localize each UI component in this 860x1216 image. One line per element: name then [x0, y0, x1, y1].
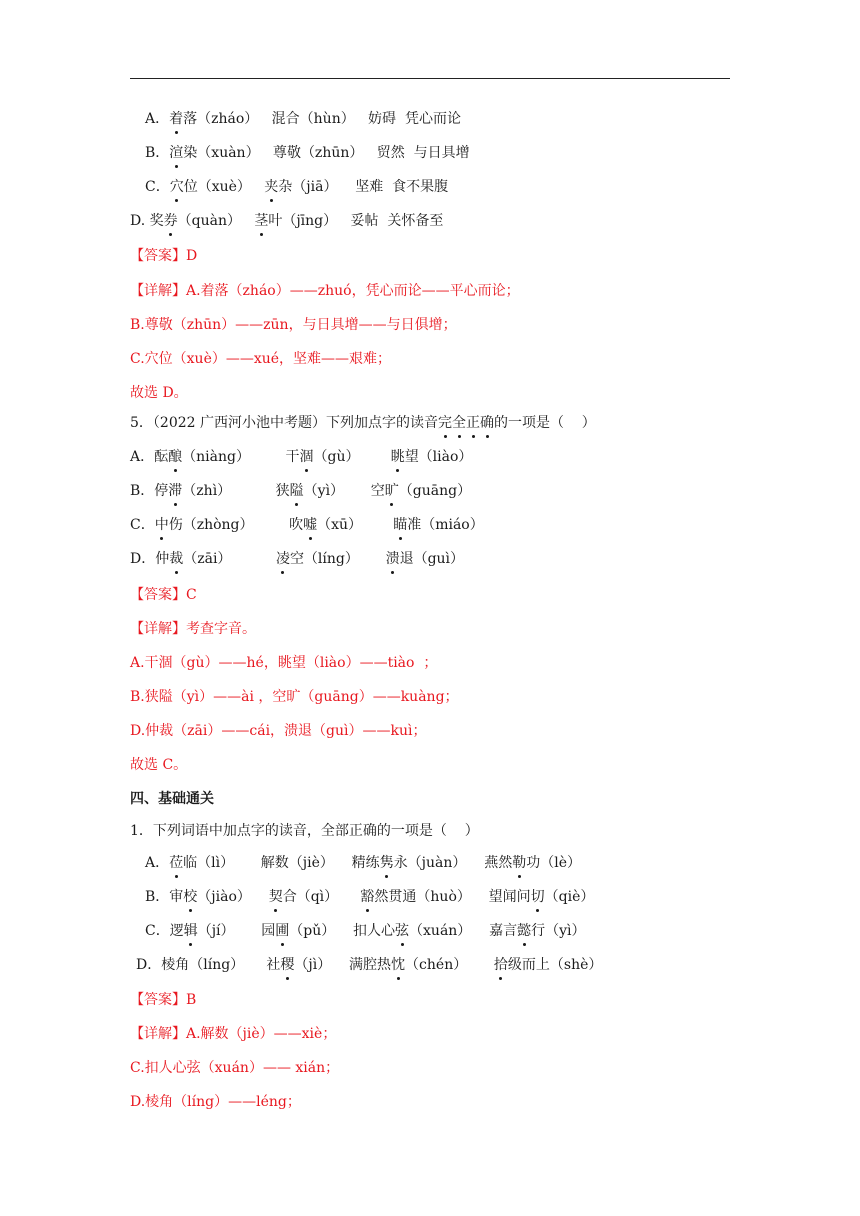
option-line	[130, 448, 472, 466]
emphasis-char: 隽	[379, 855, 394, 871]
option-line	[145, 178, 448, 196]
option-line	[145, 854, 581, 872]
text-segment: 空（líng）	[289, 551, 386, 567]
text-segment: 敬	[286, 145, 301, 161]
option-line	[130, 482, 471, 500]
text-segment: 混合（hùn） 妨碍 凭心而论	[271, 111, 461, 127]
option-line	[130, 516, 484, 534]
text-segment: 行（yì）	[531, 923, 586, 939]
emphasis-char: 酿	[168, 449, 183, 465]
text-segment: A．	[145, 855, 170, 871]
emphasis-char: 拾	[493, 957, 508, 973]
emphasis-char: 凌	[275, 551, 290, 567]
emphasis-char: 稷	[280, 957, 295, 973]
emphasis-char: 茎	[254, 213, 269, 229]
detail-line: B.狭隘（yì）——ài ，空旷（guāng）——kuàng；	[130, 689, 459, 705]
text-segment: （zāi）	[183, 551, 276, 567]
text-segment: 临（lì） 解	[183, 855, 275, 871]
text-segment: 准（miáo）	[407, 517, 484, 533]
text-segment: （guāng）	[398, 483, 472, 499]
emphasis-char: 校	[183, 889, 198, 905]
section-heading: 四、基础通关	[130, 791, 214, 807]
text-segment: （jì） 满腔热	[294, 957, 392, 973]
text-segment: （zhì） 狭	[182, 483, 290, 499]
emphasis-char: 瞄	[393, 517, 408, 533]
emphasis-char: 勒	[512, 855, 527, 871]
text-segment: 合（qì）	[282, 889, 361, 905]
text-segment: 然贯通（huò） 望闻问	[374, 889, 531, 905]
detail-line: 故选 D。	[130, 385, 188, 401]
option-line	[130, 212, 443, 230]
emphasis-char: 辑	[183, 923, 198, 939]
text-segment: 落（zháo）	[183, 111, 272, 127]
text-segment: 杂（jiā） 坚难 食不果腹	[278, 179, 449, 195]
text-segment: 位（xuè）	[183, 179, 265, 195]
emphasis-char: 涸	[299, 449, 314, 465]
question-stem: 1．下列词语中加点字的读音，全部正确的一项是（ ）	[130, 823, 479, 839]
text-segment: （xuán） 嘉言	[409, 923, 518, 939]
emphasis-char: 弦	[395, 923, 410, 939]
emphasis-char: 隘	[289, 483, 304, 499]
emphasis-char: 渲	[169, 145, 184, 161]
detail-line: D.棱角（líng）——léng；	[130, 1094, 301, 1110]
text-segment: 功（lè）	[526, 855, 581, 871]
detail-line: D.仲裁（zāi）——cái，溃退（guì）——kuì；	[130, 723, 427, 739]
detail-line: 【详解】A.解数（jiè）——xiè；	[130, 1026, 337, 1042]
emphasis-char: 裁	[169, 551, 184, 567]
text-segment: （yì） 空	[303, 483, 385, 499]
text-segment: 数	[274, 855, 289, 871]
text-segment: （qiè）	[544, 889, 595, 905]
emphasis-char: 完	[438, 415, 452, 431]
option-line	[145, 144, 470, 162]
text-segment: （pǔ） 扣人心	[289, 923, 396, 939]
emphasis-char: 懿	[517, 923, 532, 939]
answer-label: 【答案】C	[130, 587, 197, 603]
text-segment: 5．（2022 广西河小池中考题）下列加点字的读音	[130, 415, 438, 431]
option-line	[130, 550, 464, 568]
text-segment: D. 奖	[130, 213, 164, 229]
detail-line: C.扣人心弦（xuán）—— xián；	[130, 1060, 340, 1076]
emphasis-char: 契	[268, 889, 283, 905]
emphasis-char: 穴	[169, 179, 184, 195]
detail-line: 【详解】A.着落（zháo）——zhuó，凭心而论——平心而论；	[130, 283, 520, 299]
emphasis-char: 确	[480, 415, 494, 431]
question-stem	[130, 414, 596, 432]
text-segment: C．	[130, 517, 155, 533]
emphasis-char: 夹	[264, 179, 279, 195]
emphasis-char: 中	[154, 517, 169, 533]
text-segment: 退（guì）	[399, 551, 465, 567]
detail-line: 【详解】考查字音。	[130, 621, 256, 637]
option-line	[145, 922, 586, 940]
text-segment: 级而上（shè）	[507, 957, 603, 973]
text-segment: （zhūn） 贸然 与日具增	[300, 145, 470, 161]
emphasis-char: 莅	[169, 855, 184, 871]
emphasis-char: 眺	[390, 449, 405, 465]
emphasis-char: 全	[452, 415, 466, 431]
emphasis-char: 着	[169, 111, 184, 127]
text-segment: （líng） 社	[189, 957, 281, 973]
text-segment: （niàng） 干	[182, 449, 300, 465]
text-segment: D．仲	[130, 551, 170, 567]
text-segment: 的一项是（ ）	[494, 415, 596, 431]
text-segment: C．	[145, 179, 170, 195]
text-segment: B．	[145, 145, 170, 161]
emphasis-char: 豁	[360, 889, 375, 905]
text-segment: 叶（jīng） 妥帖 关怀备至	[268, 213, 444, 229]
text-segment: 永（juàn） 燕然	[393, 855, 513, 871]
text-segment: 望（liào）	[404, 449, 473, 465]
text-segment: 角	[175, 957, 190, 973]
text-segment: 染（xuàn） 尊	[183, 145, 287, 161]
emphasis-char: 旷	[384, 483, 399, 499]
emphasis-char: 券	[163, 213, 178, 229]
emphasis-char: 滞	[168, 483, 183, 499]
text-segment: 伤（zhòng） 吹	[168, 517, 304, 533]
option-line	[145, 110, 461, 128]
text-segment: （jiào）	[197, 889, 269, 905]
text-segment: （xū）	[317, 517, 394, 533]
detail-line: A.干涸（gù）——hé，眺望（liào）——tiào ；	[130, 655, 438, 671]
emphasis-char: 嘘	[303, 517, 318, 533]
emphasis-char: 切	[530, 889, 545, 905]
emphasis-char: 正	[466, 415, 480, 431]
emphasis-char: 溃	[385, 551, 400, 567]
option-line	[145, 888, 594, 906]
text-segment: C．逻	[145, 923, 184, 939]
header-rule	[130, 78, 730, 79]
answer-label: 【答案】B	[130, 992, 197, 1008]
detail-line: B.尊敬（zhūn）——zūn，与日具增——与日俱增；	[130, 317, 457, 333]
detail-line: C.穴位（xuè）——xué，坚难——艰难；	[130, 351, 392, 367]
text-segment: A．	[145, 111, 170, 127]
text-segment: D．棱	[136, 957, 176, 973]
text-segment: （chén）	[405, 957, 494, 973]
emphasis-char: 忱	[391, 957, 406, 973]
text-segment: （gù）	[313, 449, 391, 465]
emphasis-char: 圃	[275, 923, 290, 939]
answer-label: 【答案】D	[130, 248, 198, 264]
text-segment: （quàn）	[177, 213, 255, 229]
text-segment: B．审	[145, 889, 184, 905]
text-segment: B．停	[130, 483, 169, 499]
detail-line: 故选 C。	[130, 757, 188, 773]
text-segment: （jiè） 精练	[288, 855, 380, 871]
option-line	[136, 956, 602, 974]
text-segment: （jí） 园	[197, 923, 276, 939]
text-segment: A．酝	[130, 449, 169, 465]
